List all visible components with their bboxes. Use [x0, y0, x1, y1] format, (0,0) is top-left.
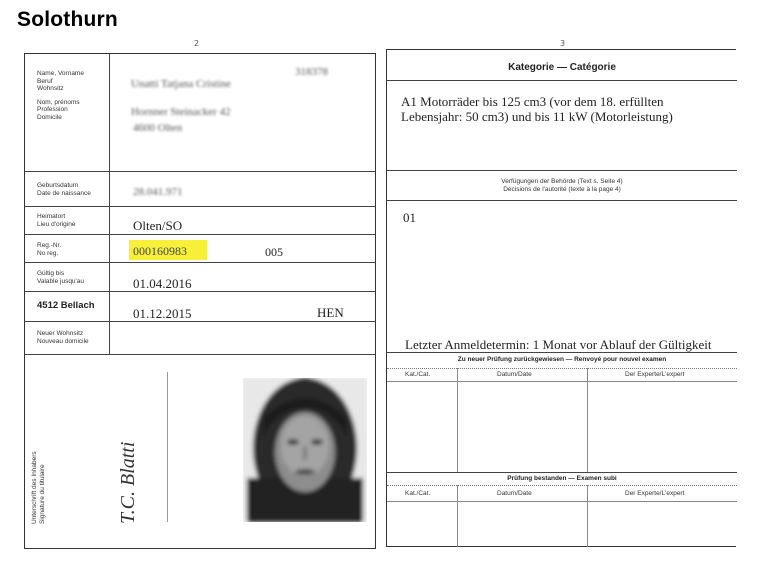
table-col-divider: [457, 485, 458, 547]
kategorie-line-1: A1 Motorräder bis 125 cm3 (vor dem 18. erfüllten: [401, 94, 664, 109]
row-divider: [25, 354, 375, 355]
bellach-stamp: 4512 Bellach: [37, 300, 95, 311]
col-experte-2: Der Experte/L'expert: [625, 490, 685, 497]
bestanden-header: Prüfung bestanden — Examen subi: [507, 475, 617, 482]
page-title: Solothurn: [17, 8, 118, 31]
kategorie-divider: [387, 80, 737, 81]
label-lieu-origine: Lieu d'origine: [37, 220, 76, 228]
label-reg-block: [37, 242, 61, 257]
label-validity-block: [37, 270, 84, 285]
table-divider: [387, 381, 737, 382]
verfuegungen-block: [387, 178, 737, 193]
signature: T.C. Blatti: [117, 441, 139, 524]
label-neuer-wohnsitz: Neuer Wohnsitz: [37, 330, 84, 337]
label-regnr: Reg.-Nr.: [37, 242, 62, 249]
valid-until-value: 01.04.2016: [133, 276, 192, 291]
kategorie-line-2: Lebensjahr: 50 cm3) und bis 11 kW (Motorleistung): [401, 109, 673, 124]
kategorie-text: [401, 94, 673, 124]
verfuegungen-line-1: Verfügungen der Behörde (Text s. Seite 4): [501, 178, 623, 185]
label-date-naissance: Date de naissance: [37, 189, 91, 197]
section-divider: [387, 170, 737, 171]
right-page: [386, 49, 736, 547]
label-beruf: Beruf: [37, 77, 53, 85]
holder-birthdate: 28.041.971: [133, 186, 183, 198]
table-divider: [387, 501, 737, 502]
holder-street: Hornner Steinacker 42: [131, 106, 231, 118]
letzter-anmeldetermin: Letzter Anmeldetermin: 1 Monat vor Ablauf der Gültigkeit: [405, 337, 712, 352]
label-valable: Valable jusqu'au: [37, 277, 85, 285]
signature-line: [167, 372, 168, 522]
left-page: [24, 53, 376, 549]
section-divider: [387, 352, 737, 353]
label-nom: Nom, prénoms: [37, 98, 80, 106]
table-col-divider: [587, 485, 588, 547]
label-name-block: [37, 70, 84, 121]
label-divider: [109, 54, 110, 354]
heimatort-value: Olten/SO: [133, 218, 183, 233]
kategorie-header: Kategorie — Catégorie: [508, 62, 616, 73]
label-gueltig: Gültig bis: [37, 270, 65, 277]
holder-number: 318378: [295, 66, 328, 78]
dotted-divider: [387, 368, 737, 369]
row-divider: [25, 206, 375, 207]
photo-portrait: [243, 378, 367, 522]
verfuegungen-entry: 01: [403, 210, 416, 225]
holder-name: Unatti Tatjana Cristine: [131, 78, 231, 90]
table-col-divider: [587, 368, 588, 472]
label-heimatort: Heimatort: [37, 213, 66, 220]
verfuegungen-line-2: Décisions de l'autorité (texte à la page 4): [503, 185, 621, 193]
dotted-divider: [387, 485, 737, 486]
label-profession: Profession: [37, 106, 68, 113]
section-divider: [387, 200, 737, 201]
signature-label-block: [31, 374, 46, 524]
label-unterschrift: Unterschrift des Inhabers: [31, 451, 38, 524]
authority-code: HEN: [317, 305, 344, 320]
reg-suffix-value: 005: [265, 245, 283, 259]
row-divider: [25, 321, 375, 322]
section-divider: [387, 472, 737, 473]
label-birth-block: [37, 182, 91, 197]
table-col-divider: [457, 368, 458, 472]
label-wohnsitz: Wohnsitz: [37, 85, 64, 92]
label-name: Name, Vorname: [37, 70, 84, 77]
holder-photo: [243, 378, 367, 522]
row-divider: [25, 171, 375, 172]
label-origin-block: [37, 213, 75, 228]
label-geburtsdatum: Geburtsdatum: [37, 182, 79, 189]
label-noreg: No reg.: [37, 249, 59, 257]
label-new-domicile-block: [37, 330, 89, 345]
right-page-number: 3: [560, 39, 566, 48]
col-kat-2: Kat./Cat.: [405, 490, 431, 497]
holder-city: 4600 Olten: [133, 122, 183, 134]
row-divider: [25, 234, 375, 235]
renvoye-header: Zu neuer Prüfung zurückgewiesen — Renvoyé pour nouvel examen: [457, 356, 667, 363]
left-page-number: 2: [194, 39, 200, 48]
reg-nr-value: 000160983: [133, 244, 187, 258]
row-divider: [25, 262, 375, 263]
label-domicile: Domicile: [37, 113, 62, 121]
col-experte-1: Der Experte/L'expert: [625, 371, 685, 378]
label-signature: Signature du titulaire: [38, 464, 46, 524]
col-kat-1: Kat./Cat.: [405, 371, 431, 378]
col-datum-1: Datum/Date: [497, 371, 532, 378]
label-nouveau-domicile: Nouveau domicile: [37, 337, 89, 345]
col-datum-2: Datum/Date: [497, 490, 532, 497]
row-divider: [25, 291, 375, 292]
issue-date-value: 01.12.2015: [133, 306, 192, 321]
